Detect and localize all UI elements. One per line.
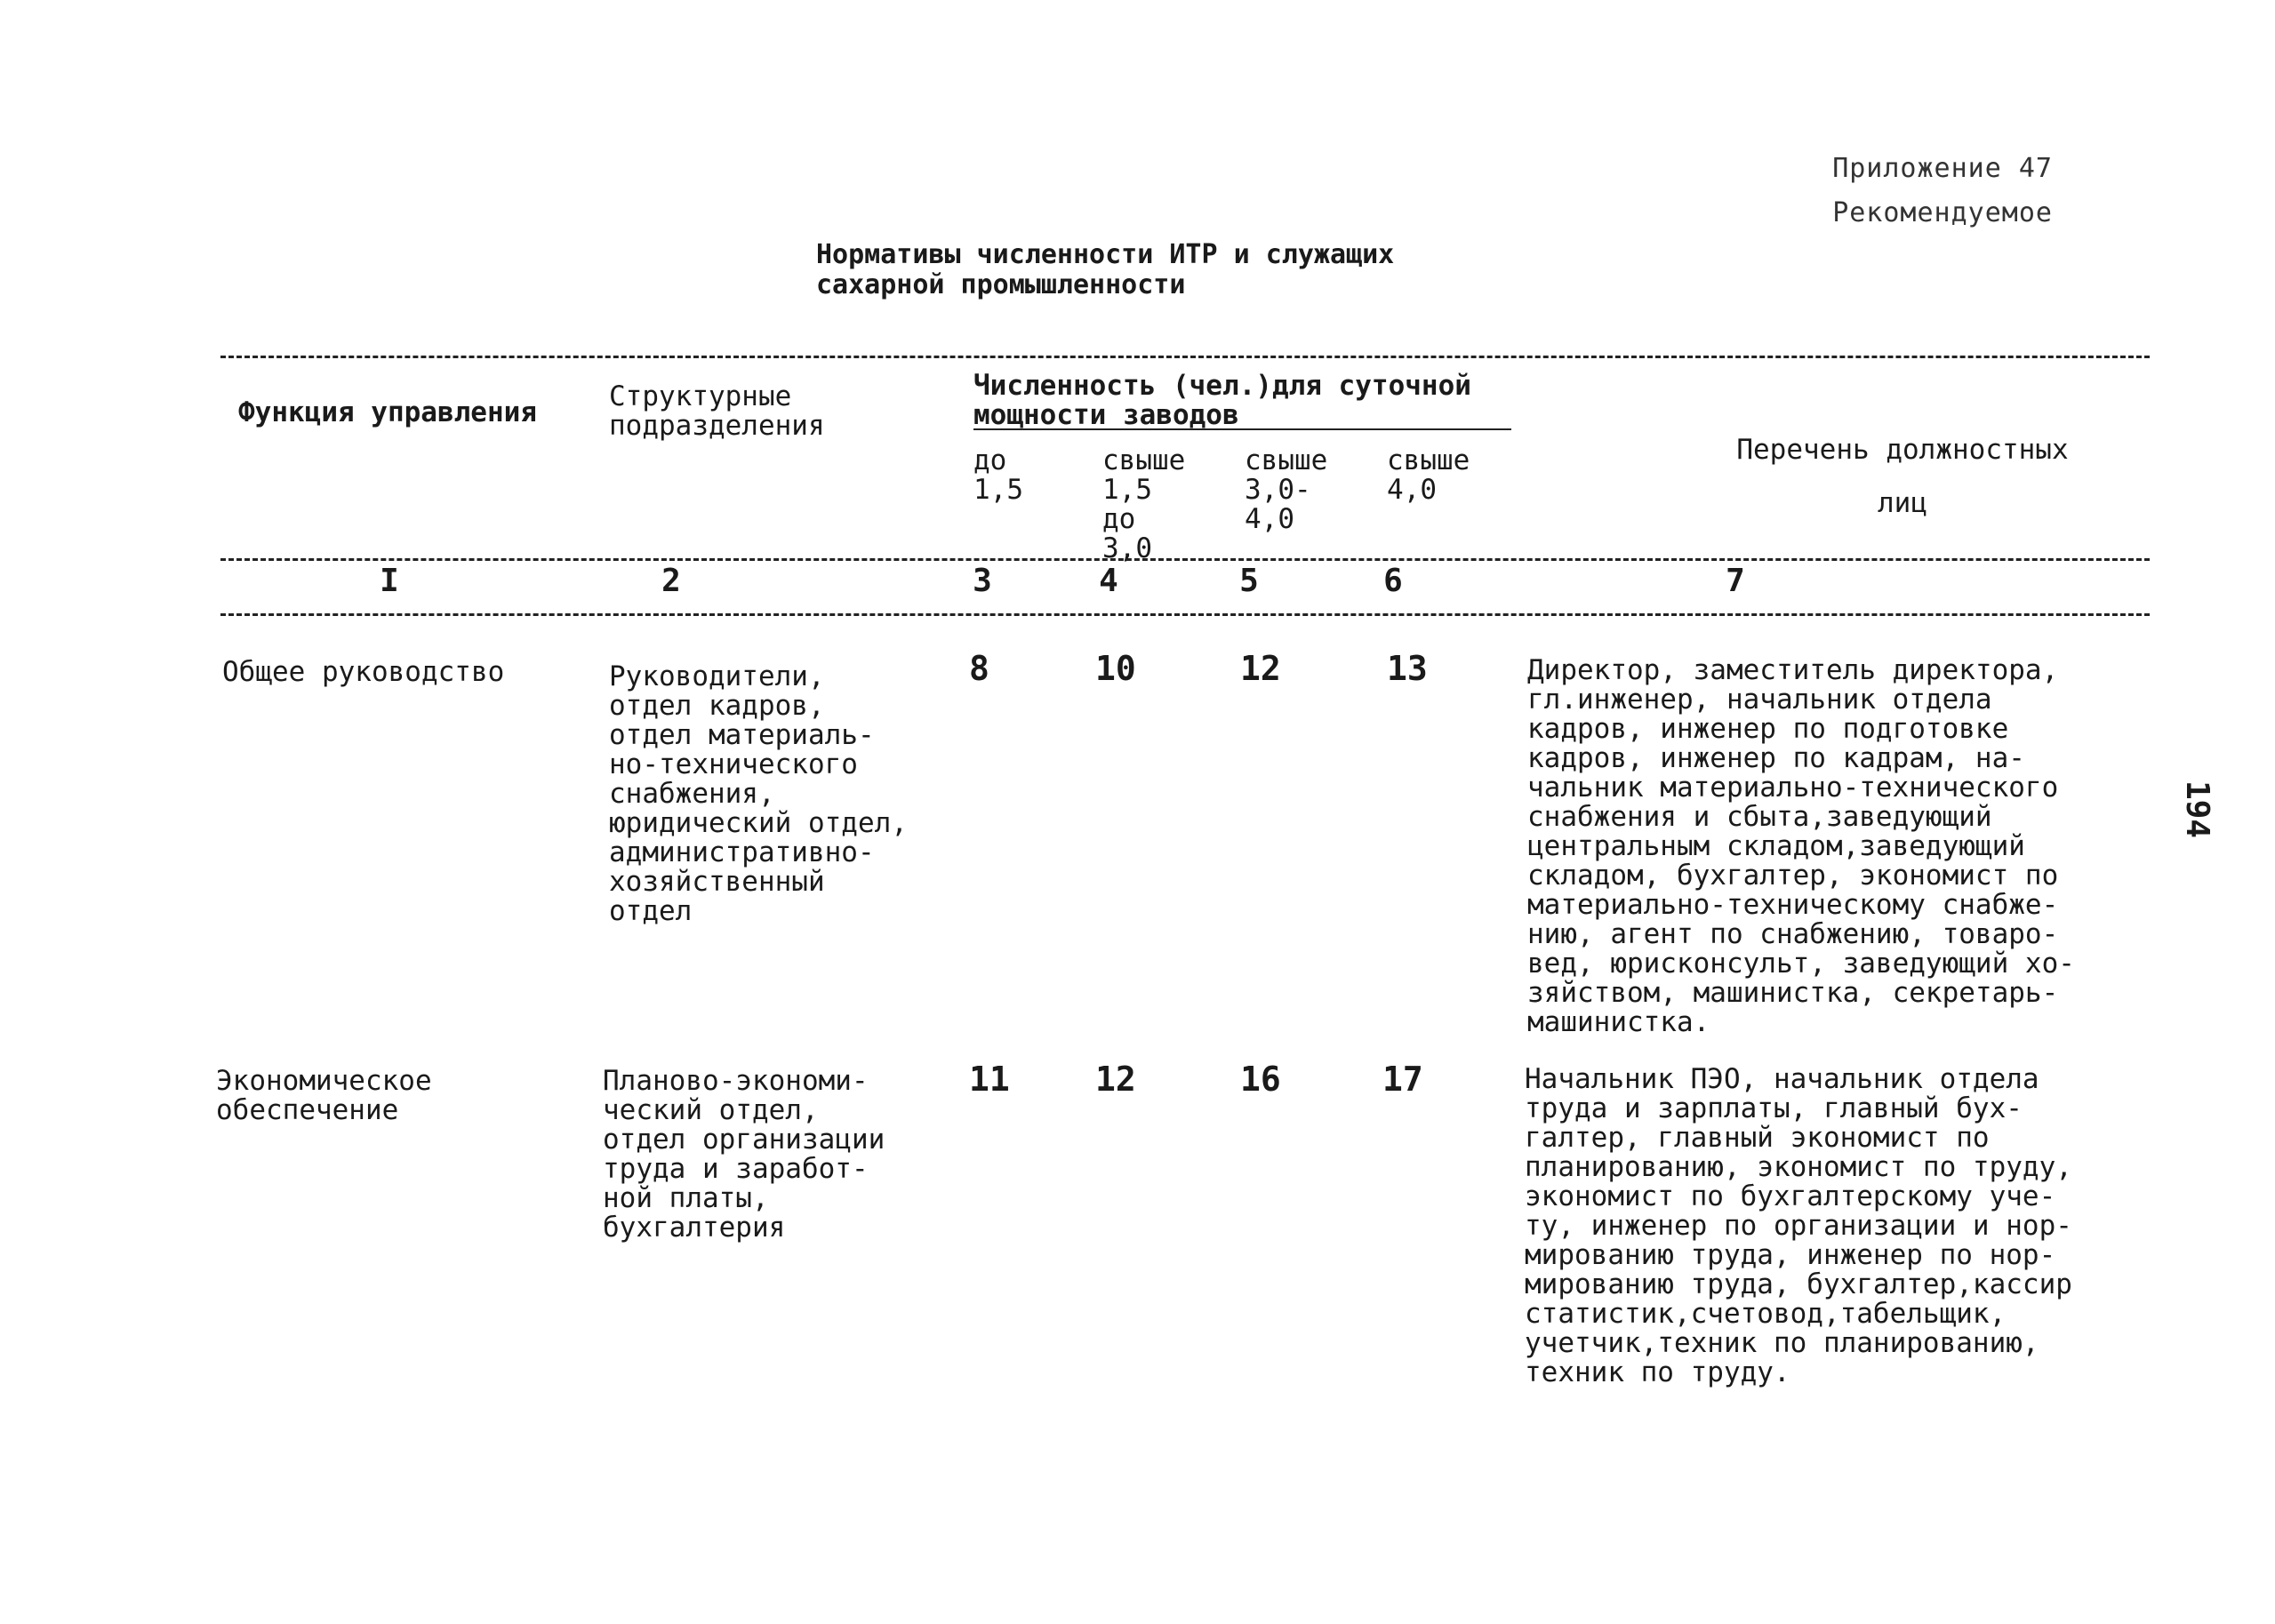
column-numbers-rule bbox=[220, 613, 2150, 616]
row-2-value-4: 17 bbox=[1382, 1060, 1423, 1099]
column-number-4: 4 bbox=[1099, 563, 1118, 599]
header-capacity-group: Численность (чел.)для суточной мощности заводов bbox=[973, 370, 1471, 431]
row-2-positions: Начальник ПЭО, начальник отдела труда и зарплаты, главный бух- галтер, главный экономист по планированию, экономист по труду, экономист по бухгалтерскому уче- ту, инженер по организации и нор- мированию труда, инженер по нор- мированию труда, бухгалтер,кассир статистик,счетовод,табельщик, учетчик,техник по планированию, техник по труду. bbox=[1525, 1063, 2072, 1388]
page-number: 194 bbox=[2178, 780, 2215, 839]
header-capacity-4: свыше 4,0 bbox=[1387, 444, 1470, 506]
row-2-value-2: 12 bbox=[1095, 1060, 1136, 1099]
row-1-function: Общее руководство bbox=[222, 656, 505, 688]
column-number-1: I bbox=[380, 563, 399, 599]
header-capacity-3: свыше 3,0- 4,0 bbox=[1245, 444, 1328, 535]
column-number-7: 7 bbox=[1726, 563, 1745, 599]
row-1-units: Руководители, отдел кадров, отдел материаль- но-технического снабжения, юридический отдел, административно- хозяйственный отдел bbox=[609, 660, 908, 927]
document-title bbox=[816, 240, 1394, 300]
column-number-3: 3 bbox=[973, 563, 992, 599]
table-top-rule bbox=[220, 356, 2150, 358]
header-function: Функция управления bbox=[238, 396, 537, 428]
header-capacity-2: свыше 1,5 до 3,0 bbox=[1102, 444, 1186, 564]
row-2-function: Экономическое обеспечение bbox=[216, 1065, 432, 1126]
title-line-2: сахарной промышленности bbox=[816, 269, 1186, 300]
row-1-value-2: 10 bbox=[1095, 649, 1136, 688]
row-2-value-3: 16 bbox=[1240, 1060, 1281, 1099]
column-number-5: 5 bbox=[1239, 563, 1259, 599]
appendix-status: Рекомендуемое bbox=[1832, 197, 2053, 228]
row-2-units: Планово-экономи- ческий отдел, отдел организации труда и заработ- ной платы, бухгалтерия bbox=[603, 1065, 885, 1244]
column-number-2: 2 bbox=[661, 563, 681, 599]
header-group-underline bbox=[973, 428, 1511, 430]
row-1-value-4: 13 bbox=[1387, 649, 1428, 688]
header-positions: Перечень должностных лиц bbox=[1736, 434, 2069, 519]
row-1-positions: Директор, заместитель директора, гл.инженер, начальник отдела кадров, инженер по подготовке кадров, инженер по кадрам, на- чальник материально-технического снабжения и сбыта,заведующий центральным складом,заведующий складом, бухгалтер, экономист по материально-техническому снабже- нию, агент по снабжению, товаро- вед, юрисконсульт, заведующий хо- зяйством, машинистка, секретарь- машинистка. bbox=[1527, 654, 2075, 1038]
header-units: Структурные подразделения bbox=[609, 380, 825, 442]
row-1-value-1: 8 bbox=[969, 649, 989, 688]
header-capacity-1: до 1,5 bbox=[973, 444, 1023, 506]
title-line-1: Нормативы численности ИТР и служащих bbox=[816, 239, 1395, 270]
row-2-value-1: 11 bbox=[969, 1060, 1010, 1099]
column-number-6: 6 bbox=[1383, 563, 1403, 599]
header-bottom-rule bbox=[220, 558, 2150, 561]
appendix-label: Приложение 47 bbox=[1832, 153, 2053, 184]
row-1-value-3: 12 bbox=[1240, 649, 1281, 688]
